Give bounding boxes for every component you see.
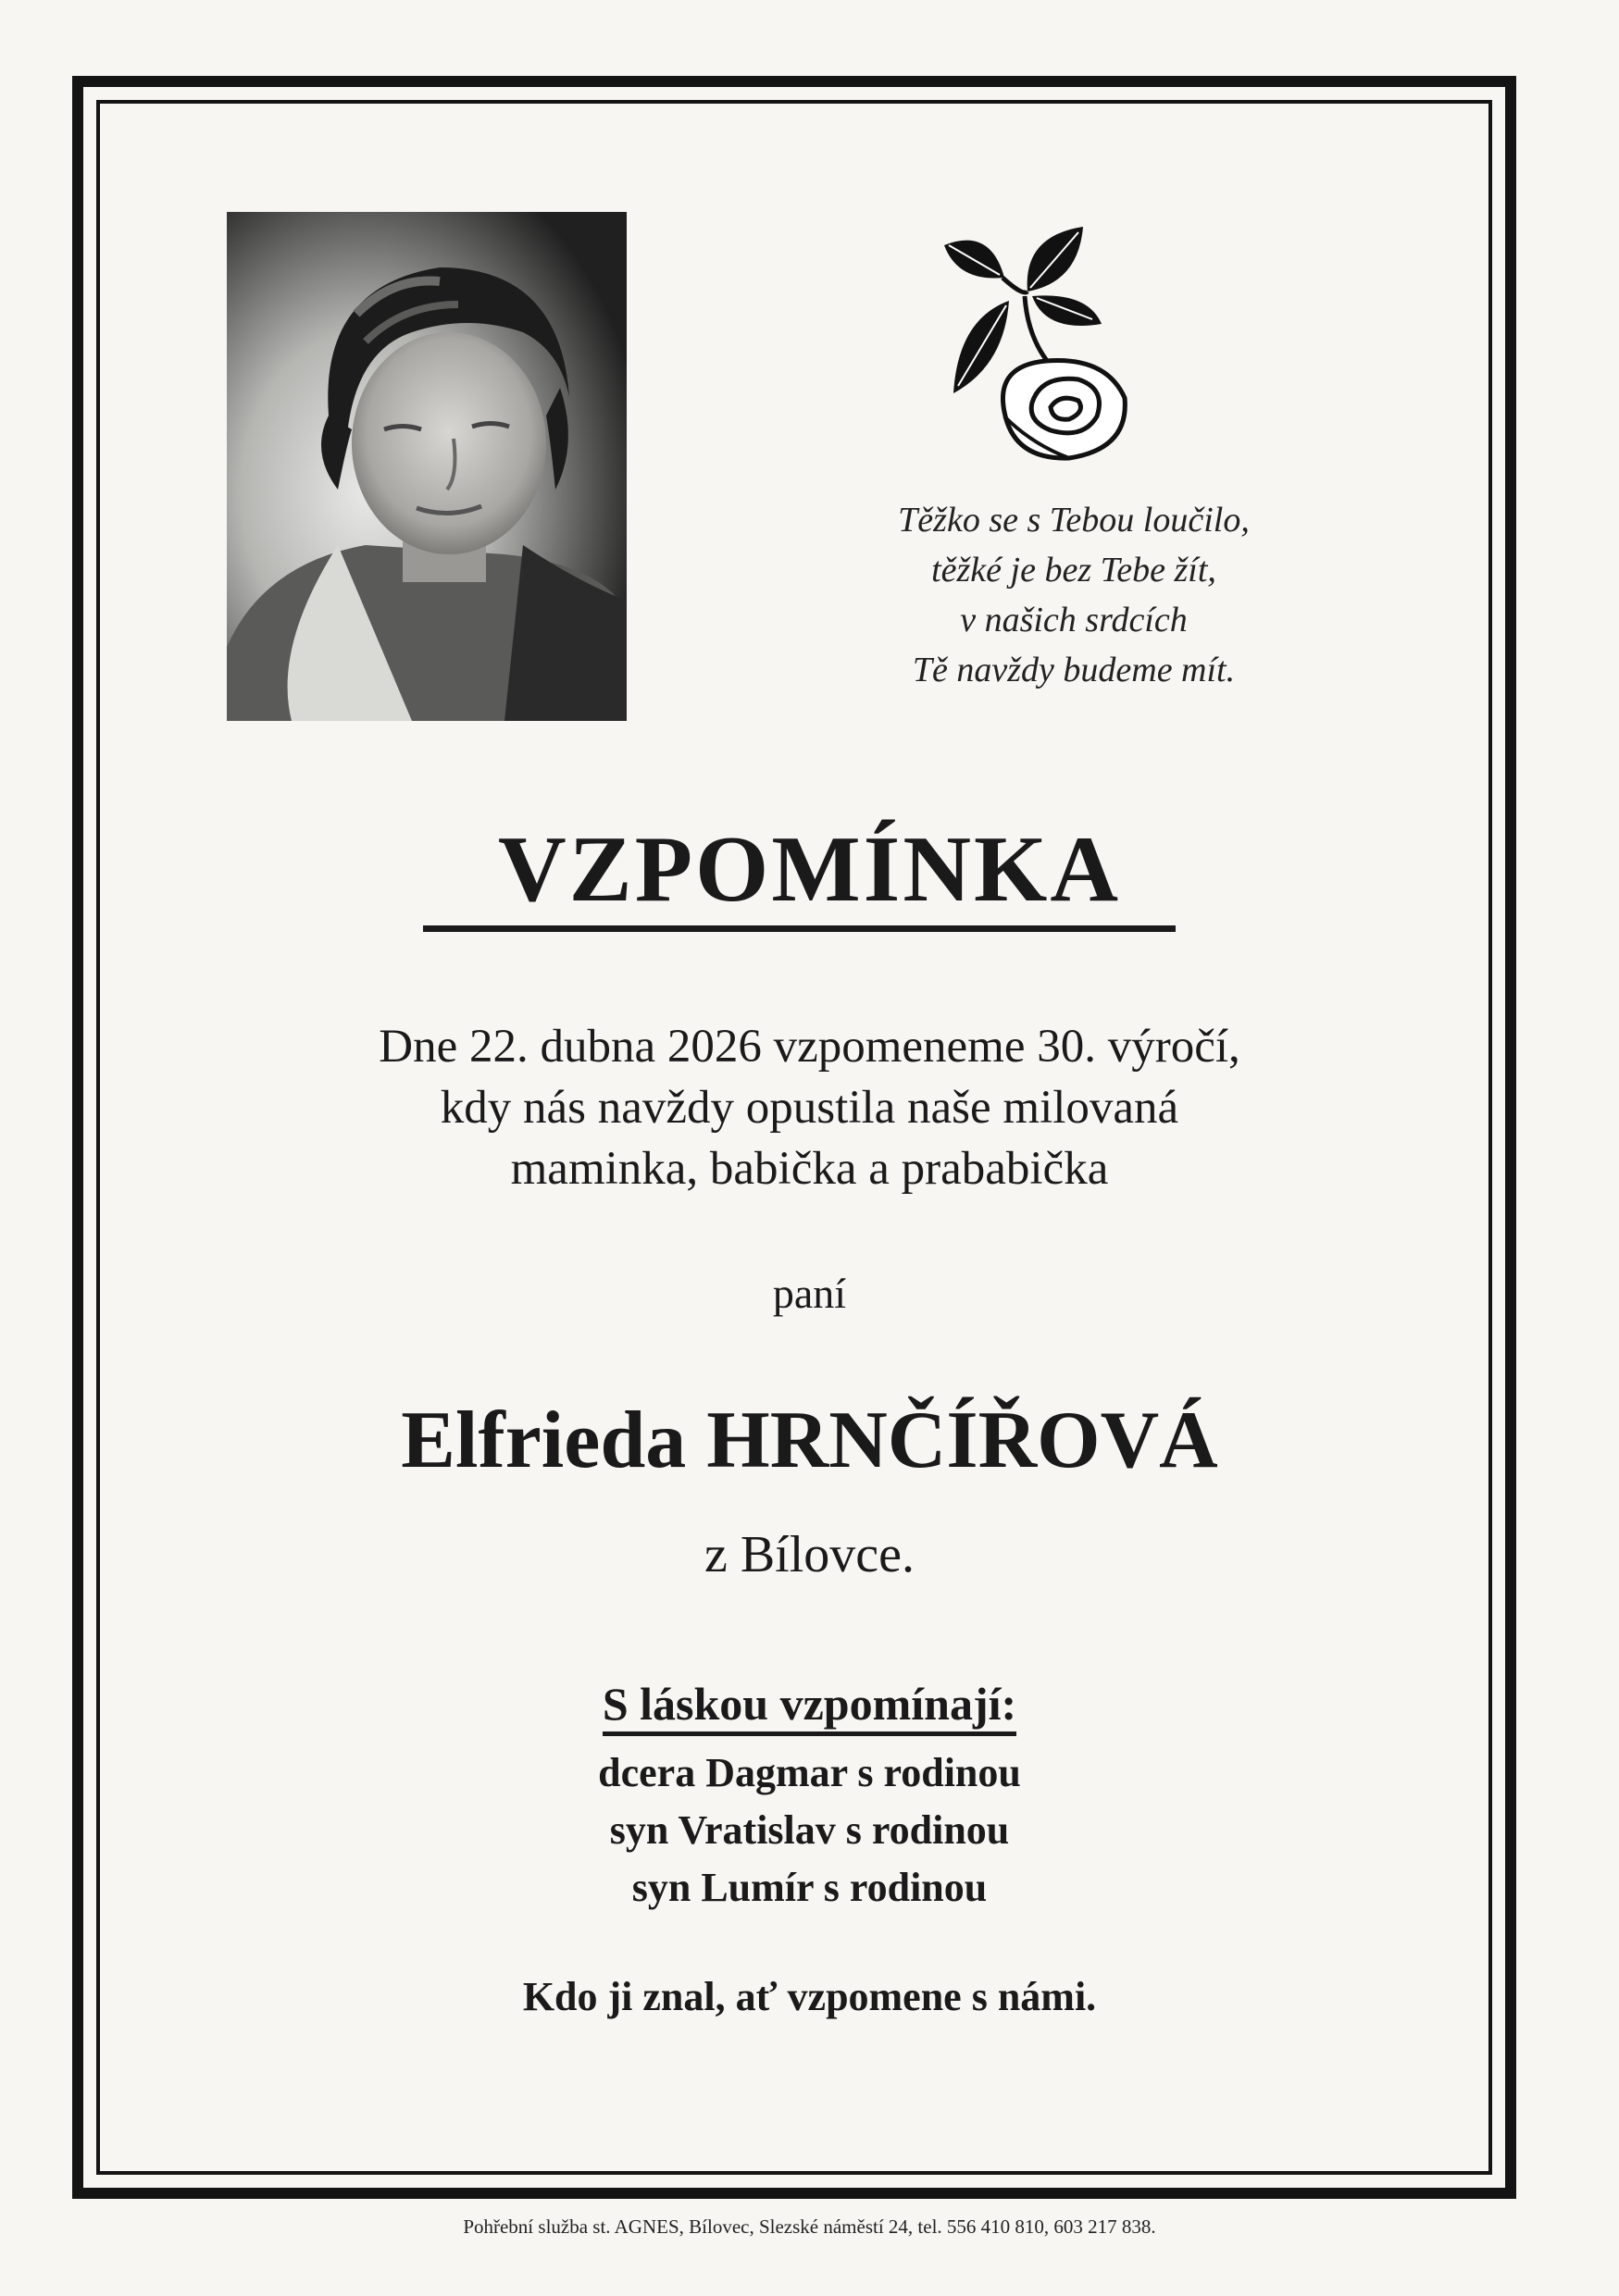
town: z Bílovce. xyxy=(704,1526,915,1583)
announcement-line: maminka, babička a prababička xyxy=(510,1143,1109,1195)
title-underline xyxy=(423,925,1176,932)
portrait-photo xyxy=(227,212,627,721)
rose-icon xyxy=(940,227,1152,463)
deceased-name: Elfrieda HRNČÍŘOVÁ xyxy=(401,1396,1218,1485)
poem xyxy=(778,495,1370,695)
poem-line: těžké je bez Tebe žít, xyxy=(931,551,1216,590)
mourners-heading-text: S láskou vzpomínají: xyxy=(603,1678,1016,1736)
announcement xyxy=(0,1016,1619,1199)
mourners-heading xyxy=(0,1673,1619,1734)
page-title: VZPOMÍNKA xyxy=(498,817,1121,922)
poem-line: Tě navždy budeme mít. xyxy=(912,651,1236,689)
mourner: syn Vratislav s rodinou xyxy=(609,1807,1010,1853)
mourner: dcera Dagmar s rodinou xyxy=(598,1750,1021,1795)
poem-line: v našich srdcích xyxy=(960,601,1188,639)
mourner: syn Lumír s rodinou xyxy=(631,1865,988,1910)
announcement-line: Dne 22. dubna 2026 vzpomeneme 30. výročí, xyxy=(379,1021,1240,1073)
mourners-list xyxy=(0,1744,1619,1917)
honorific: paní xyxy=(772,1270,847,1317)
poem-line: Těžko se s Tebou loučilo, xyxy=(898,501,1250,540)
closing-line: Kdo ji znal, ať vzpomene s námi. xyxy=(522,1974,1097,2019)
footer-contact: Pohřební služba st. AGNES, Bílovec, Slezské náměstí 24, tel. 556 410 810, 603 217 838. xyxy=(463,2215,1156,2238)
announcement-line: kdy nás navždy opustila naše milovaná xyxy=(440,1082,1179,1134)
